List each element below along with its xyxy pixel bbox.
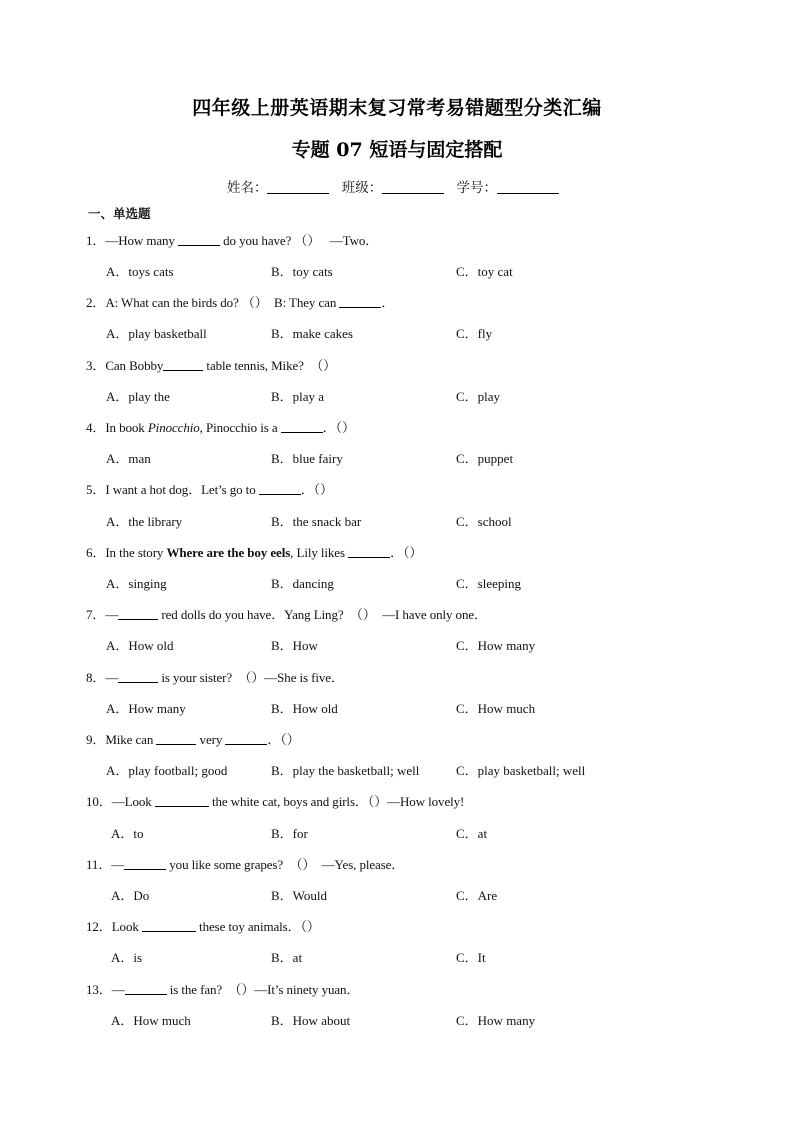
question-text: , Lily likes bbox=[290, 545, 349, 560]
option-a[interactable]: A．toys cats bbox=[106, 264, 174, 279]
question-number: 8． bbox=[86, 670, 106, 685]
option-b[interactable]: B．play a bbox=[271, 389, 325, 404]
option-a[interactable]: A．the library bbox=[106, 514, 183, 529]
question-stem bbox=[86, 292, 394, 311]
question-stem bbox=[86, 417, 355, 436]
question-text: Mike can bbox=[105, 732, 157, 747]
question-stem bbox=[86, 542, 422, 561]
option-c[interactable]: C．school bbox=[456, 514, 512, 529]
answer-blank[interactable] bbox=[156, 732, 196, 745]
question-text: Can Bobby bbox=[105, 358, 164, 373]
question-number: 13． bbox=[86, 982, 112, 997]
question-text: I want a hot dog．Let’s go to bbox=[105, 482, 259, 497]
question-number: 7． bbox=[86, 607, 106, 622]
option-a[interactable]: A．man bbox=[106, 451, 151, 466]
question-number: 10． bbox=[86, 794, 112, 809]
answer-blank[interactable] bbox=[348, 545, 390, 558]
question-text: — bbox=[111, 982, 125, 997]
answer-blank[interactable] bbox=[163, 358, 203, 371]
option-a[interactable]: A．Do bbox=[111, 888, 150, 903]
option-b[interactable]: B．Would bbox=[271, 888, 328, 903]
student-info-row bbox=[0, 176, 794, 196]
question-text: —Look bbox=[111, 794, 155, 809]
question-number: 5． bbox=[86, 482, 106, 497]
option-c[interactable]: C．How many bbox=[456, 638, 536, 653]
option-b[interactable]: B．make cakes bbox=[271, 326, 353, 341]
question-number: 4． bbox=[86, 420, 106, 435]
question-stem bbox=[86, 729, 300, 748]
question-text: ． bbox=[381, 295, 395, 310]
option-c[interactable]: C．How many bbox=[456, 1013, 536, 1028]
question-text: is your sister? （）—She is five． bbox=[158, 670, 344, 685]
option-a[interactable]: A．How much bbox=[111, 1013, 191, 1028]
option-b[interactable]: B．How old bbox=[271, 701, 338, 716]
answer-blank[interactable] bbox=[339, 295, 381, 308]
id-blank[interactable] bbox=[497, 179, 559, 194]
option-c[interactable]: C．sleeping bbox=[456, 576, 521, 591]
question-text: red dolls do you have．Yang Ling? （） —I have only one． bbox=[158, 607, 487, 622]
option-b[interactable]: B．at bbox=[271, 950, 303, 965]
question-text: ．（） bbox=[322, 420, 355, 435]
class-label: 班级： bbox=[341, 180, 383, 196]
question-text: ．（） bbox=[390, 545, 423, 560]
question-text: , Pinocchio is a bbox=[199, 420, 281, 435]
question-number: 9． bbox=[86, 732, 106, 747]
answer-blank[interactable] bbox=[281, 420, 323, 433]
question-number: 3． bbox=[86, 358, 106, 373]
question-number: 11． bbox=[86, 857, 112, 872]
question-stem bbox=[86, 979, 359, 998]
question-stem bbox=[86, 667, 344, 686]
option-b[interactable]: B．play the basketball; well bbox=[271, 763, 420, 778]
answer-blank[interactable] bbox=[125, 982, 167, 995]
question-stem bbox=[86, 791, 464, 810]
question-number: 12． bbox=[86, 919, 112, 934]
option-a[interactable]: A．play football; good bbox=[106, 763, 228, 778]
id-label: 学号： bbox=[456, 180, 498, 196]
option-a[interactable]: A．is bbox=[111, 950, 143, 965]
option-b[interactable]: B．blue fairy bbox=[271, 451, 343, 466]
answer-blank[interactable] bbox=[118, 670, 158, 683]
option-a[interactable]: A．play the bbox=[106, 389, 170, 404]
option-b[interactable]: B．toy cats bbox=[271, 264, 333, 279]
question-text: — bbox=[105, 670, 119, 685]
question-text: do you have? （） —Two． bbox=[219, 233, 379, 248]
name-label: 姓名： bbox=[226, 180, 268, 196]
page-subtitle: 专题 07 短语与固定搭配 bbox=[291, 139, 503, 161]
answer-blank[interactable] bbox=[178, 233, 220, 246]
option-c[interactable]: C．play bbox=[456, 389, 501, 404]
question-number: 2． bbox=[86, 295, 106, 310]
question-text: —How many bbox=[105, 233, 178, 248]
book-title: Pinocchio bbox=[147, 420, 200, 435]
option-a[interactable]: A．How many bbox=[106, 701, 186, 716]
option-c[interactable]: C．puppet bbox=[456, 451, 514, 466]
question-text: is the fan? （）—It’s ninety yuan． bbox=[166, 982, 360, 997]
answer-blank[interactable] bbox=[259, 482, 301, 495]
option-c[interactable]: C．play basketball; well bbox=[456, 763, 586, 778]
question-text: Look bbox=[111, 919, 142, 934]
option-a[interactable]: A．to bbox=[111, 826, 144, 841]
option-c[interactable]: C．fly bbox=[456, 326, 493, 341]
answer-blank[interactable] bbox=[142, 919, 196, 932]
option-a[interactable]: A．play basketball bbox=[106, 326, 207, 341]
question-text: In book bbox=[105, 420, 148, 435]
option-b[interactable]: B．How about bbox=[271, 1013, 351, 1028]
option-c[interactable]: C．Are bbox=[456, 888, 498, 903]
option-b[interactable]: B．How bbox=[271, 638, 318, 653]
question-text: you like some grapes? （） —Yes, please． bbox=[166, 857, 405, 872]
question-stem bbox=[86, 854, 404, 873]
option-c[interactable]: C．It bbox=[456, 950, 486, 965]
section-title: 一、单选题 bbox=[88, 206, 151, 221]
page-title: 四年级上册英语期末复习常考易错题型分类汇编 bbox=[192, 97, 602, 119]
question-stem bbox=[86, 355, 336, 374]
answer-blank[interactable] bbox=[118, 607, 158, 620]
question-stem bbox=[86, 916, 320, 935]
answer-blank[interactable] bbox=[124, 857, 166, 870]
option-c[interactable]: C．toy cat bbox=[456, 264, 513, 279]
class-blank[interactable] bbox=[382, 179, 444, 194]
question-text: table tennis, Mike? （） bbox=[203, 358, 337, 373]
option-b[interactable]: B．the snack bar bbox=[271, 514, 362, 529]
question-text: ．（） bbox=[300, 482, 333, 497]
option-b[interactable]: B．dancing bbox=[271, 576, 334, 591]
option-c[interactable]: C．at bbox=[456, 826, 488, 841]
name-blank[interactable] bbox=[267, 179, 329, 194]
answer-blank[interactable] bbox=[155, 794, 209, 807]
option-c[interactable]: C．How much bbox=[456, 701, 536, 716]
question-text: — bbox=[111, 857, 125, 872]
question-text: these toy animals．（） bbox=[195, 919, 320, 934]
question-text: ．（） bbox=[267, 732, 300, 747]
option-a[interactable]: A．How old bbox=[106, 638, 174, 653]
question-text: In the story bbox=[105, 545, 167, 560]
question-stem bbox=[86, 230, 378, 249]
answer-blank[interactable] bbox=[225, 732, 267, 745]
question-stem bbox=[86, 479, 333, 498]
question-stem bbox=[86, 604, 487, 623]
question-number: 1． bbox=[86, 233, 106, 248]
question-text: the white cat, boys and girls．（）—How lovely! bbox=[208, 794, 465, 809]
question-text: A: What can the birds do? （） B: They can bbox=[105, 295, 340, 310]
question-text: very bbox=[196, 732, 226, 747]
option-a[interactable]: A．singing bbox=[106, 576, 167, 591]
option-b[interactable]: B．for bbox=[271, 826, 308, 841]
story-title: Where are the boy eels bbox=[166, 545, 291, 560]
question-text: — bbox=[105, 607, 119, 622]
question-number: 6． bbox=[86, 545, 106, 560]
